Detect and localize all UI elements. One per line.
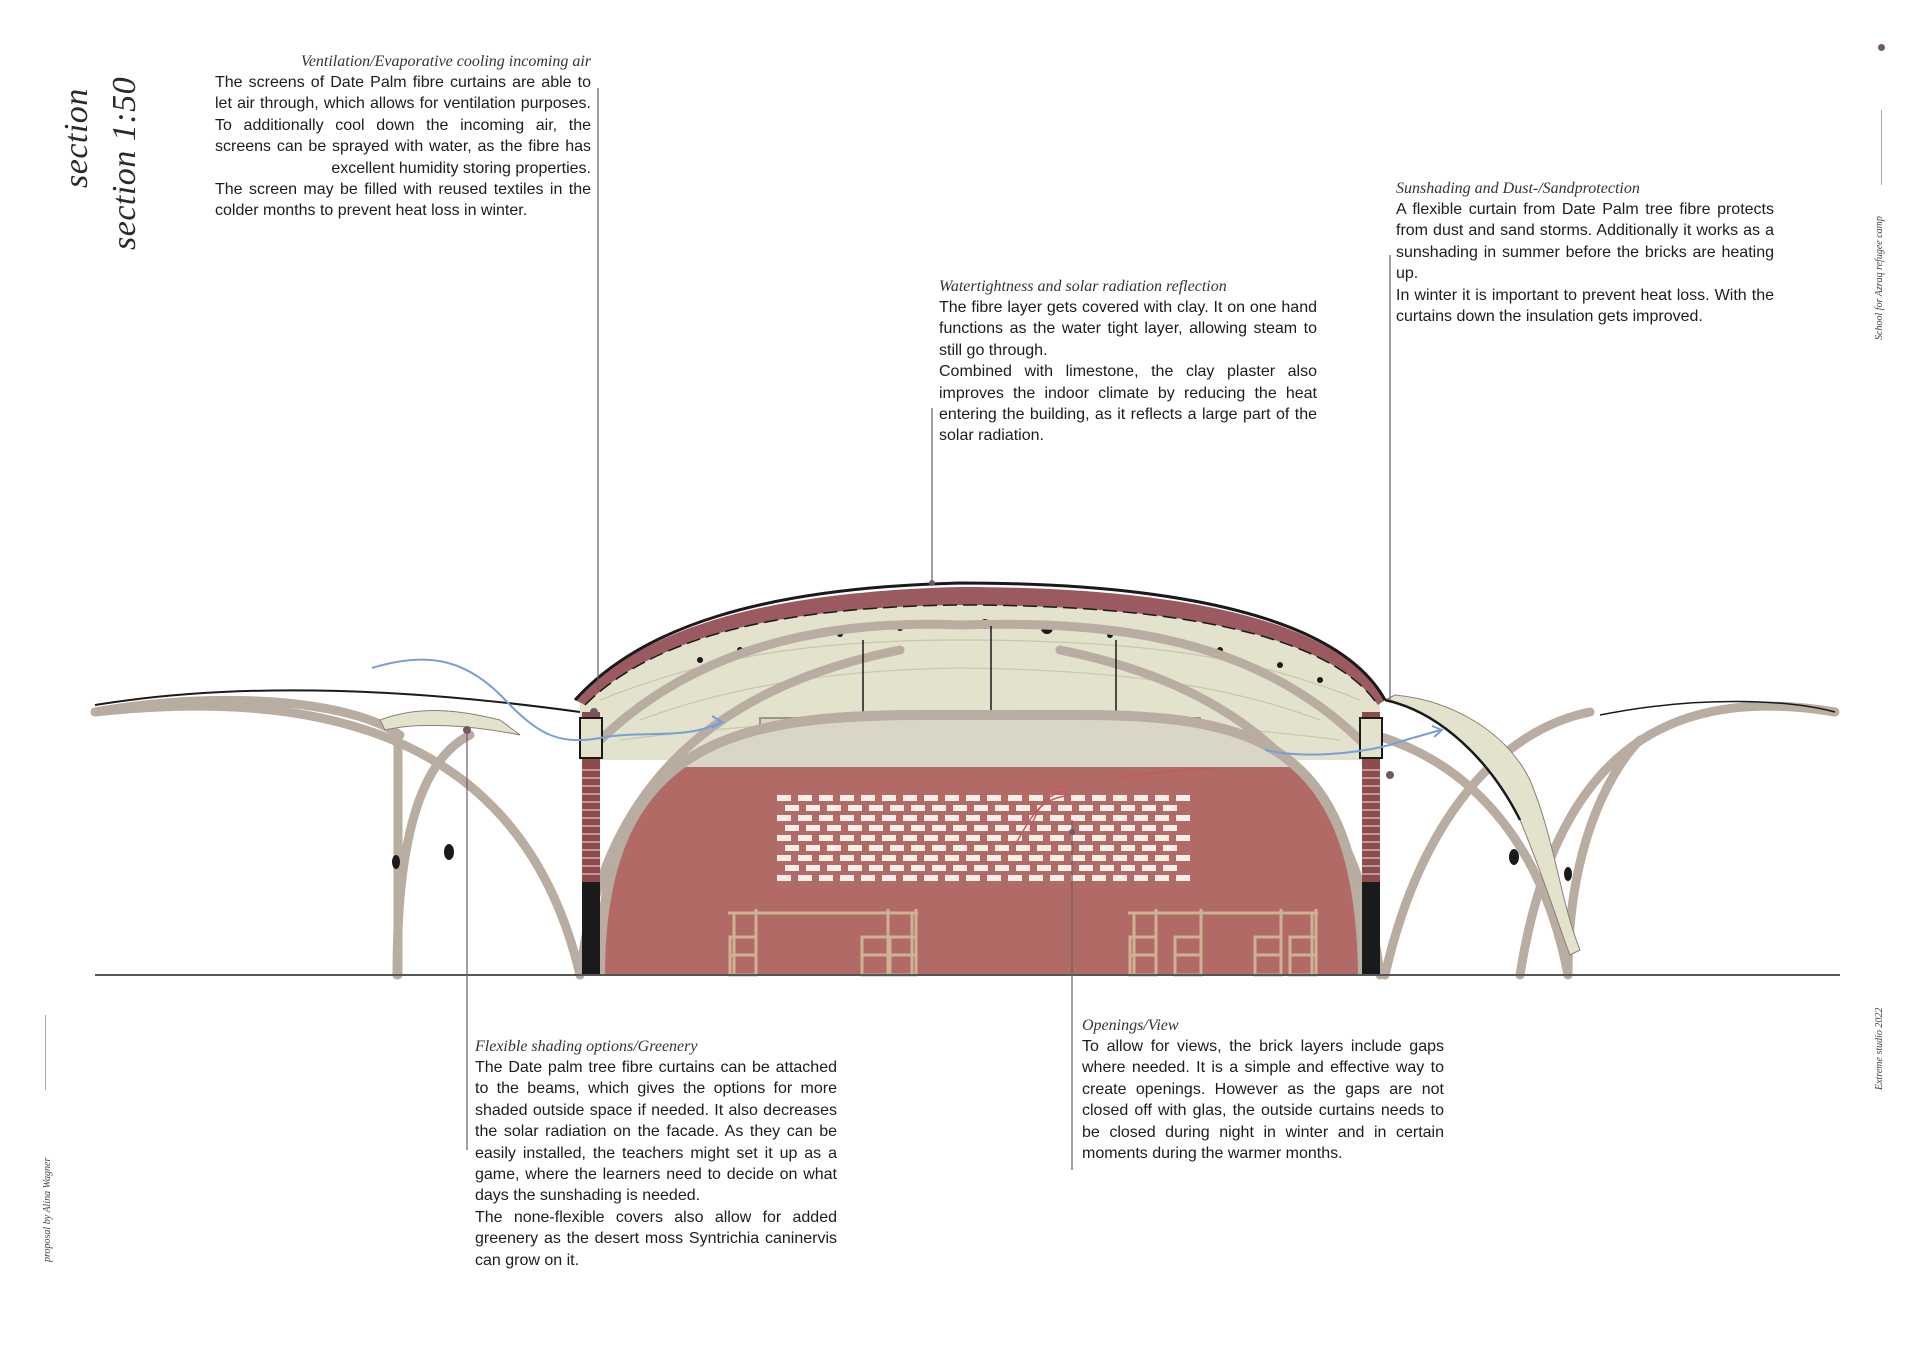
note-shading-text-2: The none-flexible covers also allow for added greenery as the desert moss Syntrichia caninervis can grow on it. [475, 1208, 837, 1269]
leader-dot-watertightness [929, 580, 935, 586]
note-openings [1082, 1017, 1444, 1164]
leader-dot-shading [463, 726, 471, 734]
author-caption: proposal by Alina Wagner [42, 1157, 53, 1262]
left-wall-column [580, 712, 602, 975]
note-sunshading-heading: Sunshading and Dust-/Sandprotection [1396, 180, 1640, 197]
note-ventilation [215, 53, 591, 222]
note-openings-text-1: To allow for views, the brick layers include gaps where needed. It is a simple and effective way to create openings. However as the gaps are not closed off with glas, the outside curtains needs to be closed during night in winter and in certain moments during the warmer months. [1082, 1038, 1444, 1163]
section-title: section [58, 88, 95, 188]
note-shading [475, 1038, 837, 1271]
note-sunshading [1396, 180, 1774, 327]
leader-dot-openings [1069, 829, 1075, 835]
left-outer-vault [95, 700, 580, 975]
note-sunshading-text-2: In winter it is important to prevent heat loss. With the curtains down the insulation gets improved. [1396, 286, 1774, 326]
note-watertightness-heading: Watertightness and solar radiation reflection [939, 278, 1227, 295]
note-sunshading-text-1: A flexible curtain from Date Palm tree fibre protects from dust and sand storms. Additionally it works as a sunshading in summer before the bricks are heating up. [1396, 201, 1774, 283]
left-beam-joint [444, 844, 454, 860]
note-ventilation-heading: Ventilation/Evaporative cooling incoming air [300, 53, 591, 70]
leader-dot-ventilation [590, 708, 598, 716]
section-scale-title: section 1:50 [106, 76, 143, 250]
note-ventilation-text-2: The screen may be filled with reused textiles in the colder months to prevent heat loss in winter. [215, 181, 591, 220]
note-watertightness [939, 278, 1317, 447]
school-caption: School for Azraq refugee camp [1874, 216, 1885, 340]
note-ventilation-text-1: The screens of Date Palm fibre curtains are able to let air through, which allows for ventilation purposes. To additionally cool down the incoming air, the screens can be sprayed with water, as the fibre has excellent humidity storing properties. [215, 74, 591, 177]
leader-dot-sunshading [1386, 771, 1394, 779]
studio-caption: Extreme studio 2022 [1874, 1007, 1885, 1090]
note-shading-heading: Flexible shading options/Greenery [475, 1038, 698, 1055]
right-outer-vault [1375, 706, 1835, 975]
note-shading-text-1: The Date palm tree fibre curtains can be attached to the beams, which gives the options for more shaded outside space if needed. It also decreases the solar radiation on the facade. As they can be easily installed, the teachers might set it up as a game, where the learners need to decide on what days the sunshading is needed. [475, 1059, 837, 1205]
note-openings-heading: Openings/View [1082, 1017, 1179, 1034]
note-watertightness-text-2: Combined with limestone, the clay plaster also improves the indoor climate by reducing the heat entering the building, as it reflects a large part of the solar radiation. [939, 363, 1317, 445]
note-watertightness-text-1: The fibre layer gets covered with clay. It on one hand functions as the water tight layer, allowing steam to still go through. [939, 299, 1317, 359]
